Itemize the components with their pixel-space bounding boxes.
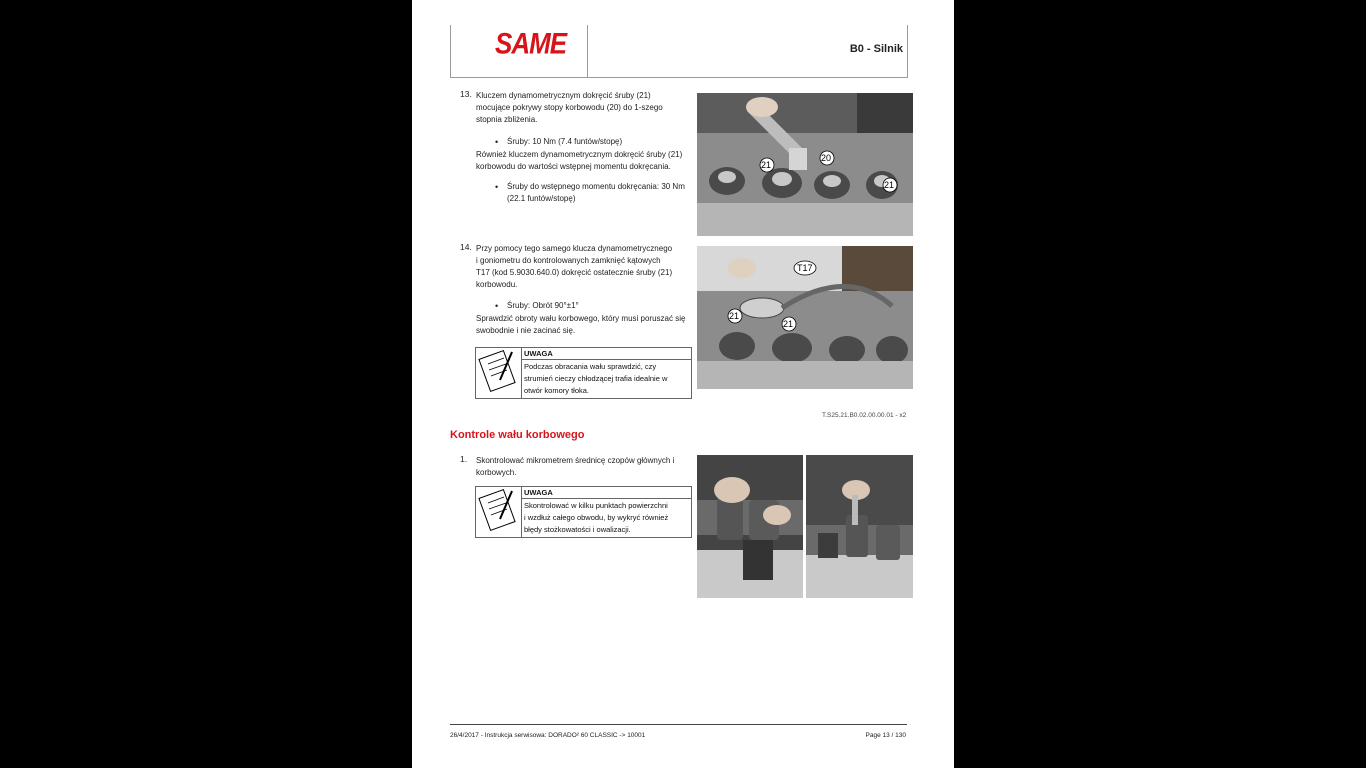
step-text: Sprawdzić obroty wału korbowego, który musi poruszać się bbox=[476, 314, 686, 323]
step-number: 14. bbox=[460, 242, 472, 252]
note-line: Skontrolować w kilku punktach powierzchni bbox=[524, 501, 668, 510]
note-title: UWAGA bbox=[522, 487, 691, 499]
engine-photo-1 bbox=[697, 93, 913, 236]
spec-bullet: • Śruby: Obrót 90°±1° bbox=[507, 300, 579, 313]
document-page bbox=[412, 0, 954, 768]
section-title-header: B0 - Silnik bbox=[849, 43, 903, 55]
step-text: i goniometru do kontrolowanych zamknięć kątowych bbox=[476, 256, 661, 265]
step-text: Również kluczem dynamometrycznym dokręcić śruby (21) bbox=[476, 150, 683, 159]
callout-label: 21 bbox=[761, 160, 772, 170]
brand-logo: SAME bbox=[495, 25, 567, 61]
engine-photo-2 bbox=[697, 246, 913, 389]
step-number: 1. bbox=[460, 454, 468, 464]
note-box bbox=[475, 486, 692, 538]
note-line: błędy stożkowatości i owalizacji. bbox=[524, 525, 631, 534]
crankshaft-illustration bbox=[697, 455, 803, 598]
footer-rule bbox=[450, 724, 907, 725]
spec-bullet-cont: (22.1 funtów/stopę) bbox=[507, 194, 576, 203]
note-line: Podczas obracania wału sprawdzić, czy bbox=[524, 362, 657, 371]
callout-label: T17 bbox=[797, 263, 813, 273]
spec-bullet: • Śruby: 10 Nm (7.4 funtów/stopę) bbox=[507, 136, 622, 149]
note-text bbox=[524, 500, 688, 536]
callout-label: 20 bbox=[821, 153, 832, 163]
page-header bbox=[450, 25, 908, 78]
step-text: Skontrolować mikrometrem średnicę czopów głównych i bbox=[476, 456, 675, 465]
step-number: 13. bbox=[460, 89, 472, 99]
engine-illustration bbox=[697, 93, 913, 236]
note-line: otwór komory tłoka. bbox=[524, 386, 590, 395]
note-icon bbox=[476, 348, 522, 398]
step-text: korbowych. bbox=[476, 468, 517, 477]
footer-info: 26/4/2017 - Instrukcja serwisowa: DORADO² 60 CLASSIC -> 10001 bbox=[450, 732, 646, 739]
step-text: swobodnie i nie zacinać się. bbox=[476, 326, 576, 335]
step-text: mocujące pokrywy stopy korbowodu (20) do 1-szego bbox=[476, 103, 663, 112]
note-icon bbox=[476, 487, 522, 537]
step-text: T17 (kod 5.9030.640.0) dokręcić ostatecznie śruby (21) bbox=[476, 268, 673, 277]
reference-code: T.S25.21.B0.02.00.00.01 - x2 bbox=[822, 412, 907, 419]
step-text: korbowodu. bbox=[476, 280, 518, 289]
note-text bbox=[524, 361, 688, 397]
spec-bullet: • Śruby do wstępnego momentu dokręcania: 30 Nm bbox=[507, 181, 685, 194]
header-divider bbox=[587, 25, 588, 77]
crankshaft-photo-1 bbox=[697, 455, 803, 598]
note-line: i wzdłuż całego obwodu, by wykryć również bbox=[524, 513, 669, 522]
note-title: UWAGA bbox=[522, 348, 691, 360]
note-line: strumień cieczy chłodzącej trafia idealnie w bbox=[524, 374, 668, 383]
step-text: korbowodu do wartości wstępnej momentu dokręcania. bbox=[476, 162, 671, 171]
page-number: Page 13 / 130 bbox=[865, 732, 906, 739]
callout-label: 21 bbox=[884, 180, 895, 190]
callout-label: 21 bbox=[783, 319, 794, 329]
step-text: Przy pomocy tego samego klucza dynamometrycznego bbox=[476, 244, 673, 253]
crankshaft-illustration bbox=[806, 455, 913, 598]
engine-illustration bbox=[697, 246, 913, 389]
note-box bbox=[475, 347, 692, 399]
crankshaft-photo-2 bbox=[806, 455, 913, 598]
step-text: stopnia zbliżenia. bbox=[476, 115, 538, 124]
callout-label: 21 bbox=[729, 311, 740, 321]
step-text: Kluczem dynamometrycznym dokręcić śruby (21) bbox=[476, 91, 651, 100]
section-heading: Kontrole wału korbowego bbox=[450, 429, 585, 441]
